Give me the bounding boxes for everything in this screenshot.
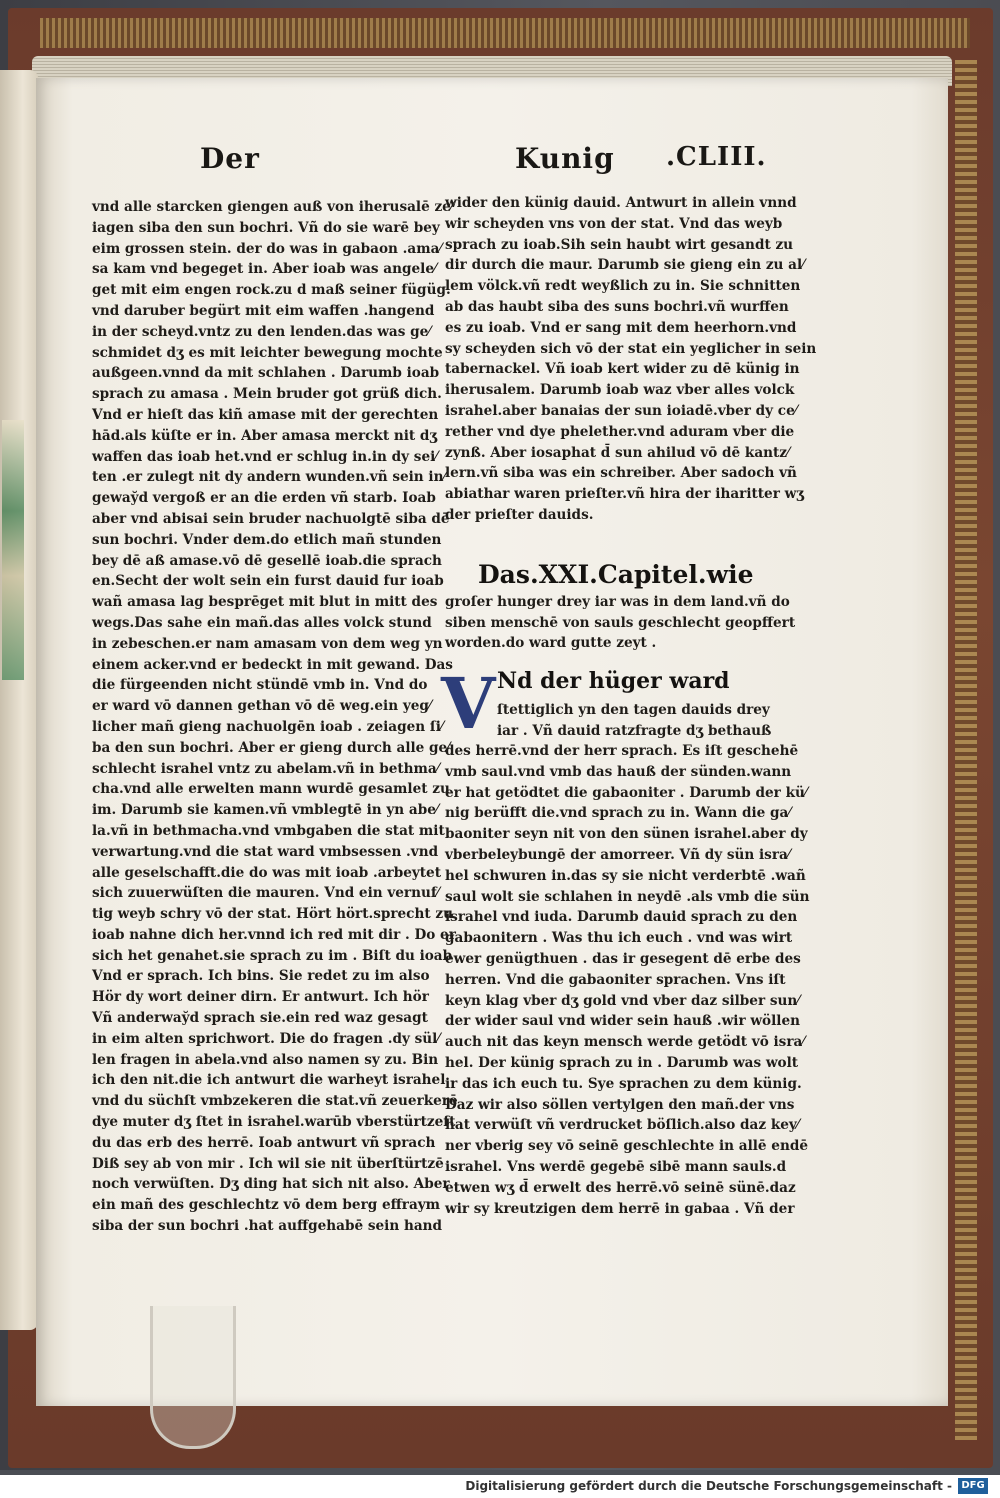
text-line: la.vñ in bethmacha.vnd vmbgaben die stat mit bbox=[92, 822, 445, 839]
text-line: aber vnd abisai sein bruder nachuolgtē siba dē bbox=[92, 510, 450, 527]
folio-number: .CLIII. bbox=[666, 142, 767, 172]
text-line: lern.vñ siba was ein schreiber. Aber sadoch vñ bbox=[445, 465, 797, 482]
text-line: ir das ich euch tu. Sye sprachen zu dem künig. bbox=[445, 1075, 802, 1092]
chapter-heading: Das.XXI.Capitel.wie bbox=[478, 560, 754, 589]
text-line: der wider saul vnd wider sein hauß .wir wöllen bbox=[445, 1013, 800, 1030]
text-line: wir sy kreutzigen dem herrē in gabaa . Vñ der bbox=[445, 1200, 795, 1217]
text-line: eim grossen stein. der do was in gabaon .ama⁄ bbox=[92, 240, 442, 257]
text-line: tabernackel. Vñ ioab kert wider zu dē künig in bbox=[445, 361, 800, 378]
funding-notice: Digitalisierung gefördert durch die Deutsche Forschungsgemeinschaft - bbox=[465, 1479, 952, 1493]
text-line: hel schwuren in.das sy sie nicht verderbtē .wañ bbox=[445, 867, 806, 884]
text-line: iherusalem. Darumb ioab waz vber alles volck bbox=[445, 382, 795, 399]
text-line: ein mañ des geschlechtz vō dem berg effraym bbox=[92, 1197, 441, 1214]
text-line: wegs.Das sahe ein mañ.das alles volck stund bbox=[92, 614, 432, 631]
text-line: bey dē aß amase.vō dē gesellē ioab.die sprach bbox=[92, 552, 442, 569]
text-line: waffen das ioab het.vnd er schlug in.in dy sei⁄ bbox=[92, 448, 438, 465]
text-line: schmidet dʒ es mit leichter bewegung mochte bbox=[92, 344, 443, 361]
text-line: sich zuuerwüſten die mauren. Vnd ein vernuf⁄ bbox=[92, 885, 439, 902]
text-line: die fürgeenden nicht stündē vmb in. Vnd do bbox=[92, 677, 428, 694]
text-line: vnd daruber begürt mit eim waffen .hangend bbox=[92, 302, 435, 319]
text-line: vnd alle starcken giengen auß von iherusalē ze⁄ bbox=[92, 199, 454, 215]
text-line: keyn klag vber dʒ gold vnd vber daz silber sun⁄ bbox=[445, 992, 800, 1009]
text-line: gabaonitern . Was thu ich euch . vnd was wirt bbox=[445, 930, 793, 947]
text-line: Hör dy wort deiner dirn. Er antwurt. Ich hör bbox=[92, 989, 429, 1006]
chapter-text-indented bbox=[497, 700, 772, 742]
text-line: ab das haubt siba des suns bochri.vñ wurffen bbox=[445, 298, 789, 315]
text-line: auch nit das keyn mensch werde getödt vō isra⁄ bbox=[445, 1034, 805, 1051]
text-line: get mit eim engen rock.zu d maß seiner fügüg. bbox=[92, 282, 451, 299]
text-line: hād.als küſte er in. Aber amasa merckt nit dʒ bbox=[92, 427, 438, 444]
text-line: vberbeleybungē der amorreer. Vñ dy sün isra⁄ bbox=[445, 846, 791, 863]
text-line: ioab nahne dich her.vnnd ich red mit dir . Do er bbox=[92, 926, 456, 943]
text-line: es zu ioab. Vnd er sang mit dem heerhorn.vnd bbox=[445, 319, 797, 336]
text-line: alle geselschafft.die do was mit ioab .arbeytet bbox=[92, 864, 441, 881]
text-line: licher mañ gieng nachuolgēn ioab . zeiagen ſi⁄ bbox=[92, 718, 444, 735]
text-line: Vnd er sprach. Ich bins. Sie redet zu im also bbox=[92, 968, 430, 985]
text-line: zynß. Aber iosaphat d̄ sun ahilud vō dē kantz⁄ bbox=[445, 444, 790, 461]
summary-line: siben menschē von sauls geschlecht geopffert bbox=[445, 614, 796, 631]
text-column-right bbox=[445, 193, 817, 526]
text-line: schlecht israhel vntz zu abelam.vñ in bethma⁄ bbox=[92, 760, 439, 777]
summary-line: groſer hunger drey iar was in dem land.vñ do bbox=[445, 594, 790, 610]
text-line: abiathar waren prieſter.vñ hira der iharitter wʒ bbox=[445, 486, 805, 503]
text-line: sa kam vnd begeget in. Aber ioab was angele⁄ bbox=[92, 261, 437, 278]
chapter-text bbox=[445, 741, 810, 1219]
text-line: en.Secht der wolt sein ein furst dauid fur ioab bbox=[92, 573, 444, 590]
text-line: saul wolt sie schlahen in neydē .als vmb die sün bbox=[445, 888, 810, 905]
text-line: ich den nit.die ich antwurt die warheyt israhel bbox=[92, 1072, 446, 1089]
text-line: der prieſter dauids. bbox=[445, 506, 594, 523]
decorated-initial: V bbox=[441, 662, 496, 745]
text-line: len fragen in abela.vnd also namen sy zu. Bin bbox=[92, 1051, 439, 1068]
text-line: siba der sun bochri .hat auffgehabē sein hand bbox=[92, 1218, 443, 1235]
text-line: dye muter dʒ ſtet in israhel.warūb vberstürtzeſt bbox=[92, 1114, 456, 1131]
text-line: noch verwüſten. Dʒ ding hat sich nit also. Aber bbox=[92, 1176, 450, 1193]
text-line: hat verwüſt vñ verdrucket böſlich.also daz key⁄ bbox=[445, 1117, 800, 1134]
facing-page-illustration bbox=[2, 420, 24, 680]
running-head-left: Der bbox=[200, 142, 260, 175]
gilt-edge-right bbox=[955, 60, 977, 1440]
text-line: herren. Vnd die gabaoniter sprachen. Vns iſt bbox=[445, 971, 786, 988]
text-line: in zebeschen.er nam amasam von dem weg yn bbox=[92, 635, 443, 652]
text-line: israhel. Vns werdē gegebē sibē mann sauls.d bbox=[445, 1158, 787, 1175]
text-line: ner vberig sey vō seinē geschlechte in allē endē bbox=[445, 1138, 808, 1155]
text-line: israhel vnd iuda. Darumb dauid sprach zu den bbox=[445, 909, 798, 926]
chapter-incipit: Nd der hüger ward bbox=[497, 668, 730, 694]
text-line: sprach zu ioab.Sih sein haubt wirt gesandt zu bbox=[445, 236, 794, 253]
text-line: er ward vō dannen gethan vō dē weg.ein yeg⁄ bbox=[92, 698, 432, 715]
text-line: in eim alten sprichwort. Die do fragen .dy sül⁄ bbox=[92, 1030, 440, 1047]
text-line: sy scheyden sich vō der stat ein yeglicher in sein bbox=[445, 340, 817, 357]
text-line: in der scheyd.vntz zu den lenden.das was ge⁄ bbox=[92, 323, 431, 340]
running-head-middle: Kunig bbox=[515, 142, 615, 175]
text-line: dir durch die maur. Darumb sie gieng ein zu al⁄ bbox=[445, 257, 805, 274]
text-line: wider den künig dauid. Antwurt in allein vnnd bbox=[445, 195, 797, 211]
text-line: Daz wir also söllen vertylgen den mañ.der vns bbox=[445, 1096, 795, 1113]
text-line: ten .er zulegt nit dy andern wunden.vñ sein in⁄ bbox=[92, 469, 446, 486]
text-line: iar . Vñ dauid ratzfragte dʒ bethauß bbox=[497, 722, 772, 739]
text-line: sprach zu amasa . Mein bruder got grüß dich. bbox=[92, 386, 442, 403]
text-line: Diß sey ab von mir . Ich wil sie nit überſtürtzē bbox=[92, 1155, 444, 1172]
text-line: ſtettiglich yn den tagen dauids drey bbox=[497, 702, 770, 718]
text-line: sun bochri. Vnder dem.do etlich mañ stunden bbox=[92, 531, 442, 548]
text-column-left bbox=[92, 197, 458, 1237]
text-line: lem völck.vñ redt weyßlich zu in. Sie schnitten bbox=[445, 278, 801, 295]
text-line: baoniter seyn nit von den sünen israhel.aber dy bbox=[445, 826, 808, 843]
facing-page-edge bbox=[0, 70, 38, 1330]
text-line: Vñ anderway̆d sprach sie.ein red waz gesagt bbox=[92, 1010, 428, 1027]
text-line: rether vnd dye phelether.vnd aduram vber die bbox=[445, 423, 795, 440]
text-line: etwen wʒ d̄ erwelt des herrē.vō seinē sünē.daz bbox=[445, 1179, 796, 1196]
text-line: des herrē.vnd der herr sprach. Es iſt geschehē bbox=[445, 743, 799, 759]
page-clip bbox=[150, 1306, 236, 1449]
text-line: tig weyb schry vō der stat. Hört hört.sprecht zu bbox=[92, 906, 453, 923]
text-line: ewer genügthuen . das ir gesegent dē erbe des bbox=[445, 950, 801, 967]
text-line: einem acker.vnd er bedeckt in mit gewand. Das bbox=[92, 656, 453, 673]
text-line: israhel.aber banaias der sun ioiadē.vber dy ce⁄ bbox=[445, 402, 798, 419]
text-line: sich het genahet.sie sprach zu im . Biſt du ioab bbox=[92, 947, 453, 964]
text-line: iagen siba den sun bochri. Vñ do sie warē bey bbox=[92, 219, 440, 236]
text-line: außgeen.vnnd da mit schlahen . Darumb ioab bbox=[92, 365, 440, 382]
text-line: Vnd er hieſt das kiñ amase mit der gerechten bbox=[92, 406, 439, 423]
gilt-edge-top bbox=[40, 18, 970, 48]
footer-bar bbox=[0, 1475, 1000, 1498]
text-line: wir scheyden vns von der stat. Vnd das weyb bbox=[445, 215, 783, 232]
chapter-summary bbox=[445, 592, 796, 654]
text-line: verwartung.vnd die stat ward vmbsessen .vnd bbox=[92, 843, 439, 860]
text-line: ba den sun bochri. Aber er gieng durch alle ge⁄ bbox=[92, 739, 450, 756]
summary-line: worden.do ward gutte zeyt . bbox=[445, 635, 657, 651]
text-line: wañ amasa lag besprēget mit blut in mitt des bbox=[92, 594, 438, 611]
text-line: er hat getödtet die gabaoniter . Darumb der kü⁄ bbox=[445, 784, 808, 801]
text-line: cha.vnd alle erwelten mann wurdē gesamlet zu bbox=[92, 781, 450, 798]
text-line: du das erb des herrē. Ioab antwurt vñ sprach bbox=[92, 1134, 436, 1151]
text-line: nig berüfft die.vnd sprach zu in. Wann die ga⁄ bbox=[445, 805, 791, 822]
dfg-logo: DFG bbox=[958, 1478, 988, 1494]
text-line: hel. Der künig sprach zu in . Darumb was wolt bbox=[445, 1054, 799, 1071]
text-line: vnd du süchſt vmbzekeren die stat.vñ zeuerkerē bbox=[92, 1093, 458, 1110]
text-line: vmb saul.vnd vmb das hauß der sünden.wann bbox=[445, 763, 792, 780]
text-line: im. Darumb sie kamen.vñ vmblegtē in yn abe⁄ bbox=[92, 802, 439, 819]
text-line: geway̆d vergoß er an die erden vñ starb. Ioab bbox=[92, 490, 436, 507]
